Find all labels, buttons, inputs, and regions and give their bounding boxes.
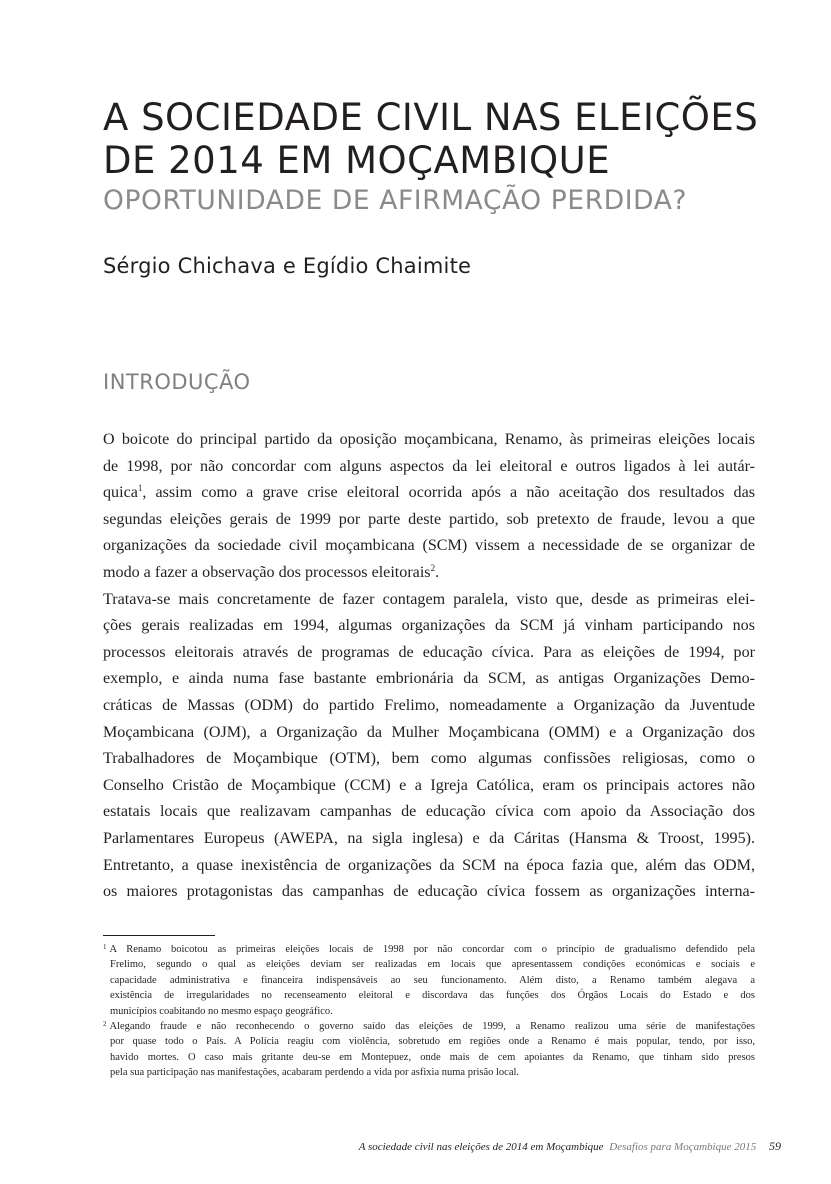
- body-line: Conselho Cristão de Moçambique (CCM) e a Igreja Católica, eram os principais actores não: [103, 776, 755, 794]
- page-number: 59: [769, 1139, 781, 1153]
- body-line: ções gerais realizadas em 1994, algumas organizações da SCM já vinham participando nos: [103, 617, 755, 635]
- footnote-line: municípios coabitando no mesmo espaço geográfico.: [110, 1005, 333, 1017]
- body-text-span: quica: [103, 484, 138, 502]
- body-line: de 1998, por não concordar com alguns aspectos da lei eleitoral e outros ligados à lei autár-: [103, 457, 755, 475]
- title-line-2: DE 2014 EM MOÇAMBIQUE: [103, 139, 611, 182]
- footnote-text: A Renamo boicotou as primeiras eleições locais de 1998 por não concordar com o princípio de gradualismo defendido pela: [109, 944, 755, 955]
- body-line: segundas eleições gerais de 1999 por parte deste partido, sob pretexto de fraude, levou a que: [103, 510, 755, 528]
- body-line: O boicote do principal partido da oposição moçambicana, Renamo, às primeiras eleições locais: [103, 431, 755, 448]
- body-text: [103, 427, 755, 906]
- body-line: Moçambicana (OJM), a Organização da Mulher Moçambicana (OMM) e a Organização dos: [103, 723, 755, 741]
- body-text-span: .: [435, 563, 440, 581]
- footnote-number-2: 2: [103, 1019, 107, 1028]
- footnote-text: Alegando fraude e não reconhecendo o governo saído das eleições de 1999, a Renamo realizou uma série de manifestações: [109, 1020, 755, 1032]
- footnotes: [103, 942, 755, 1081]
- body-line: processos eleitorais através de programas de educação cívica. Para as eleições de 1994, por: [103, 643, 755, 661]
- body-line: Parlamentares Europeus (AWEPA, na sigla inglesa) e da Cáritas (Hansma & Troost, 1995).: [103, 829, 755, 847]
- body-line: estatais locais que realizavam campanhas de educação cívica com apoio da Associação dos: [103, 803, 755, 821]
- footnote-2: [103, 1019, 755, 1034]
- footnote-ref-1[interactable]: 1: [137, 483, 143, 494]
- footnote-ref-2[interactable]: 2: [430, 562, 436, 573]
- footnote-line: pela sua participação nas manifestações, acabaram perdendo a vida por asfixia numa prisão local.: [110, 1067, 520, 1079]
- body-line: cráticas de Massas (ODM) do partido Frelimo, nomeadamente a Organização da Juventude: [103, 696, 755, 714]
- footer-book-title: Desafios para Moçambique 2015: [609, 1141, 757, 1153]
- footnote-line: por quase todo o País. A Polícia reagiu com violência, sobretudo em regiões onde a Renamo é mais popular, tendo, por isso,: [110, 1036, 755, 1048]
- footnote-line: Frelimo, segundo o qual as eleições deviam ser realizadas em locais que apresentassem condições económicas e sociais e: [110, 959, 755, 971]
- footer-chapter-title: A sociedade civil nas eleições de 2014 em Moçambique: [358, 1141, 604, 1153]
- subtitle: OPORTUNIDADE DE AFIRMAÇÃO PERDIDA?: [103, 185, 688, 216]
- authors: Sérgio Chichava e Egídio Chaimite: [103, 254, 472, 278]
- footnote-1: [103, 942, 755, 957]
- footnote-line: existência de irregularidades no recenseamento eleitoral e discordava das funções dos Órgãos Locais do Estado e dos: [110, 990, 755, 1002]
- body-text-span: , assim como a grave crise eleitoral ocorrida após a não aceitação dos resultados das: [142, 484, 755, 502]
- body-line: Tratava-se mais concretamente de fazer contagem paralela, visto que, desde as primeiras elei-: [103, 590, 755, 608]
- footnote-line: havido mortes. O caso mais gritante deu-se em Montepuez, onde mais de cem apoiantes da Renamo, que tinham sido presos: [110, 1051, 755, 1063]
- footnote-number-1: 1: [103, 943, 107, 951]
- body-text-span: modo a fazer a observação dos processos eleitorais: [103, 563, 431, 581]
- body-line: [103, 480, 755, 507]
- footnote-line: capacidade administrativa e financeira indispensáveis ao seu funcionamento. Além disto, a Renamo também alegava a: [110, 974, 755, 986]
- body-line: Trabalhadores de Moçambique (OTM), bem como algumas confissões religiosas, como o: [103, 750, 755, 768]
- title-line-1: A SOCIEDADE CIVIL NAS ELEIÇÕES: [103, 96, 759, 139]
- body-line: [103, 560, 755, 587]
- section-heading: INTRODUÇÃO: [103, 370, 251, 394]
- body-line: exemplo, e ainda numa fase bastante embrionária da SCM, as antigas Organizações Demo-: [103, 670, 755, 688]
- running-footer: [359, 1139, 781, 1154]
- title-block: [103, 96, 783, 218]
- body-line: organizações da sociedade civil moçambicana (SCM) vissem a necessidade de se organizar de: [103, 537, 755, 555]
- footnote-divider: [103, 935, 215, 936]
- body-line: os maiores protagonistas das campanhas de educação cívica fossem as organizações interna-: [103, 883, 755, 901]
- body-line: Entretanto, a quase inexistência de organizações da SCM na época fazia que, além das ODM,: [103, 856, 755, 874]
